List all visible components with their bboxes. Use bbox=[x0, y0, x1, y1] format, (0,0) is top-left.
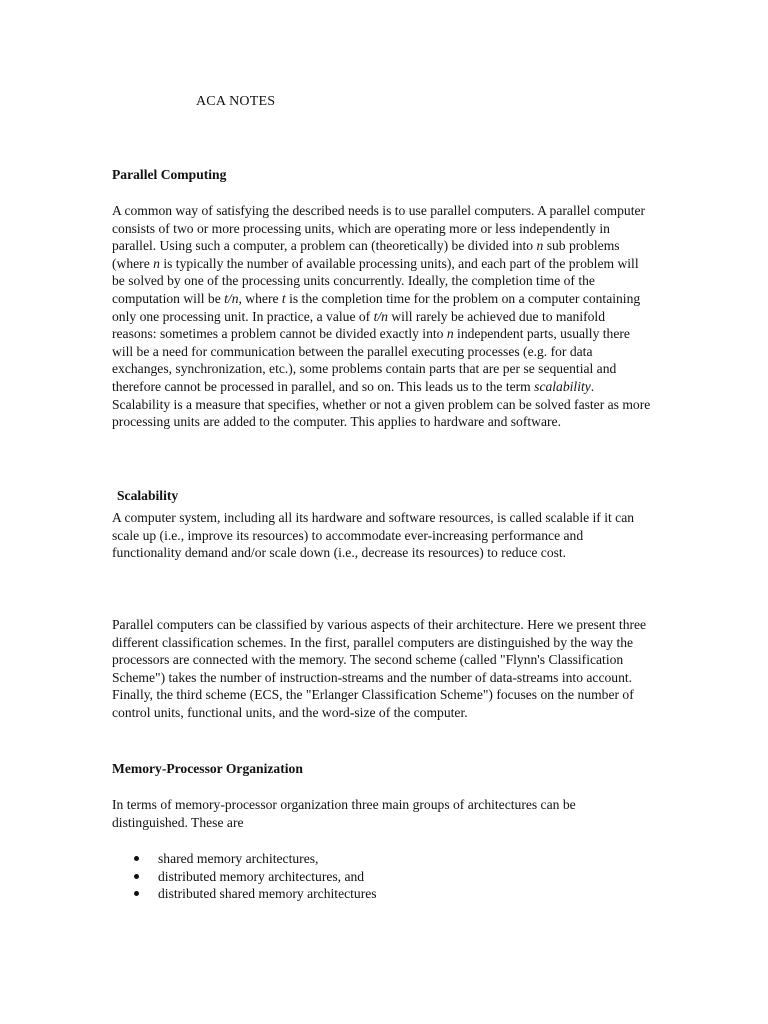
heading-memory-processor-organization: Memory-Processor Organization bbox=[112, 761, 303, 776]
heading-scalability: Scalability bbox=[117, 488, 179, 503]
list-item: shared memory architectures, bbox=[112, 850, 377, 868]
list-item: distributed memory architectures, and bbox=[112, 868, 377, 886]
bullet-icon bbox=[134, 874, 139, 879]
bullet-icon bbox=[134, 856, 139, 861]
heading-parallel-computing: Parallel Computing bbox=[112, 167, 227, 182]
list-item: distributed shared memory architectures bbox=[112, 885, 377, 903]
paragraph-classification: Parallel computers can be classified by various aspects of their architecture. Here we present three different classification schemes. In the first, parallel computers are distinguished by the way the processors are connected with the memory. The second scheme (called "Flynn's Classification Scheme") takes the number of instruction-streams and the number of data-streams into account. Finally, the third scheme (ECS, the "Erlanger Classification Scheme") focuses on the number of control units, functional units, and the word-size of the computer. bbox=[112, 617, 647, 720]
paragraph-scalability: A computer system, including all its hardware and software resources, is called scalable if it can scale up (i.e., improve its resources) to accommodate ever-increasing performance and functionality demand and/or scale down (i.e., decrease its resources) to reduce cost. bbox=[112, 510, 635, 561]
bullet-icon bbox=[134, 891, 139, 896]
architecture-list bbox=[112, 850, 377, 903]
document-title: ACA NOTES bbox=[196, 94, 276, 109]
paragraph-memory-processor: In terms of memory-processor organization three main groups of architectures can be distinguished. These are bbox=[112, 797, 576, 830]
paragraph-parallel-computing: A common way of satisfying the described needs is to use parallel computers. A parallel computer consists of two or more processing units, which are operating more or less independently in parallel. Using such a computer, a problem can (theoretically) be divided into n sub problems (where n is typically the number of available processing units), and each part of the problem will be solved by one of the processing units concurrently. Ideally, the completion time of the computation will be t/n, where t is the completion time for the problem on a computer containing only one processing unit. In practice, a value of t/n will rarely be achieved due to manifold reasons: sometimes a problem cannot be divided exactly into n independent parts, usually there will be a need for communication between the parallel executing processes (e.g. for data exchanges, synchronization, etc.), some problems contain parts that are per se sequential and therefore cannot be processed in parallel, and so on. This leads us to the term scalability. Scalability is a measure that specifies, whether or not a given problem can be solved faster as more processing units are added to the computer. This applies to hardware and software. bbox=[112, 203, 651, 430]
